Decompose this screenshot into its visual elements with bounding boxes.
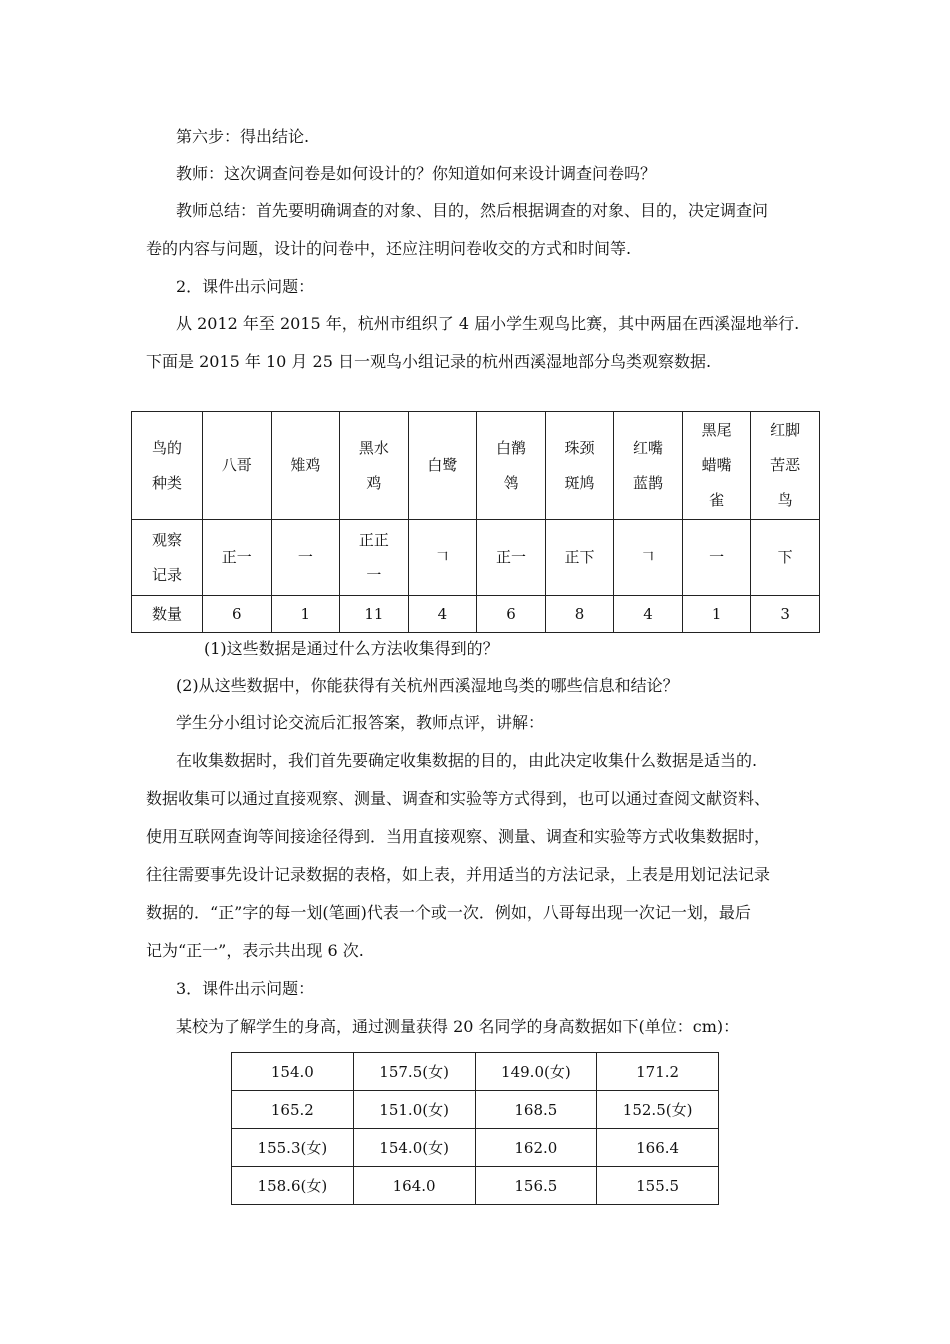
intro-line2: 下面是 2015 年 10 月 25 日一观鸟小组记录的杭州西溪湿地部分鸟类观察数据. [146,352,712,371]
height-cell: 171.2 [597,1053,719,1091]
height-cell: 168.5 [475,1091,597,1129]
count-cell: 3 [751,596,820,633]
question-2: (2)从这些数据中，你能获得有关杭州西溪湿地鸟类的哪些信息和结论？ [176,676,679,695]
tally-cell: 𠃍 [614,520,683,596]
paragraph-line5: 数据的．“正”字的每一划(笔画)代表一个或一次．例如，八哥每出现一次记一划，最后 [146,903,751,922]
table-row [232,1167,719,1205]
height-cell: 151.0(女) [353,1091,475,1129]
height-cell: 152.5(女) [597,1091,719,1129]
paragraph-line4: 往往需要事先设计记录数据的表格，如上表，并用适当的方法记录，上表是用划记法记录 [146,865,771,884]
table-row-tally [132,520,820,596]
height-data-table [231,1052,719,1205]
count-cell: 11 [340,596,409,633]
teacher-summary-line1: 教师总结：首先要明确调查的对象、目的，然后根据调查的对象、目的，决定调查问 [176,201,769,220]
teacher-summary-line2: 卷的内容与问题，设计的问卷中，还应注明问卷收交的方式和时间等. [146,239,632,258]
table-row-count [132,596,820,633]
step6-text: 第六步：得出结论. [176,127,310,146]
discussion-text: 学生分小组讨论交流后汇报答案，教师点评，讲解： [176,713,545,732]
height-cell: 166.4 [597,1129,719,1167]
height-cell: 155.5 [597,1167,719,1205]
paragraph-line2: 数据收集可以通过直接观察、测量、调查和实验等方式得到，也可以通过查阅文献资料、 [146,789,771,808]
question-1: (1)这些数据是通过什么方法收集得到的？ [204,639,499,658]
tally-cell: ⼀ [682,520,751,596]
height-cell: 162.0 [475,1129,597,1167]
count-cell: 1 [271,596,340,633]
paragraph-line1: 在收集数据时，我们首先要确定收集数据的目的，由此决定收集什么数据是适当的. [176,751,758,770]
tally-cell: 正⼀ [477,520,546,596]
height-cell: 157.5(女) [353,1053,475,1091]
height-cell: 158.6(女) [232,1167,354,1205]
item3-heading: 3．课件出示问题： [176,979,315,998]
tally-cell: 正正 ⼀ [340,520,409,596]
table-row-species [132,412,820,520]
tally-cell: 正下 [545,520,614,596]
count-cell: 8 [545,596,614,633]
header-count-cell: 数量 [132,596,203,633]
height-cell: 154.0 [232,1053,354,1091]
tally-cell: 正⼀ [203,520,272,596]
tally-cell: ⼀ [271,520,340,596]
height-cell: 165.2 [232,1091,354,1129]
species-cell: 白鹭 [408,412,477,520]
species-cell: 黑水 鸡 [340,412,409,520]
tally-cell: 𠃍 [408,520,477,596]
bird-observation-table [131,411,820,633]
height-cell: 155.3(女) [232,1129,354,1167]
paragraph-line6: 记为“正⼀”，表示共出现 6 次. [146,941,364,960]
height-cell: 156.5 [475,1167,597,1205]
height-cell: 164.0 [353,1167,475,1205]
table-row [232,1129,719,1167]
species-cell: 红嘴 蓝鹊 [614,412,683,520]
paragraph-line3: 使用互联网查询等间接途径得到．当用直接观察、测量、调查和实验等方式收集数据时， [146,827,771,846]
height-intro: 某校为了解学生的身高，通过测量获得 20 名同学的身高数据如下(单位：cm)： [176,1017,740,1036]
count-cell: 4 [408,596,477,633]
species-cell: 红脚 苦恶 鸟 [751,412,820,520]
count-cell: 6 [477,596,546,633]
tally-cell: 下 [751,520,820,596]
count-cell: 4 [614,596,683,633]
count-cell: 1 [682,596,751,633]
table-row [232,1053,719,1091]
height-cell: 154.0(女) [353,1129,475,1167]
header-record-cell: 观察 记录 [132,520,203,596]
count-cell: 6 [203,596,272,633]
species-cell: 八哥 [203,412,272,520]
species-cell: 雉鸡 [271,412,340,520]
intro-line1: 从 2012 年至 2015 年，杭州市组织了 4 届小学生观鸟比赛，其中两届在西溪湿地举行. [176,314,800,333]
teacher-question: 教师：这次调查问卷是如何设计的？你知道如何来设计调查问卷吗？ [176,164,657,183]
species-cell: 珠颈 斑鸠 [545,412,614,520]
table-row [232,1091,719,1129]
height-cell: 149.0(女) [475,1053,597,1091]
species-cell: 黑尾 蜡嘴 雀 [682,412,751,520]
header-species-cell: 鸟的 种类 [132,412,203,520]
species-cell: 白鹡 鸰 [477,412,546,520]
item2-heading: 2．课件出示问题： [176,277,315,296]
